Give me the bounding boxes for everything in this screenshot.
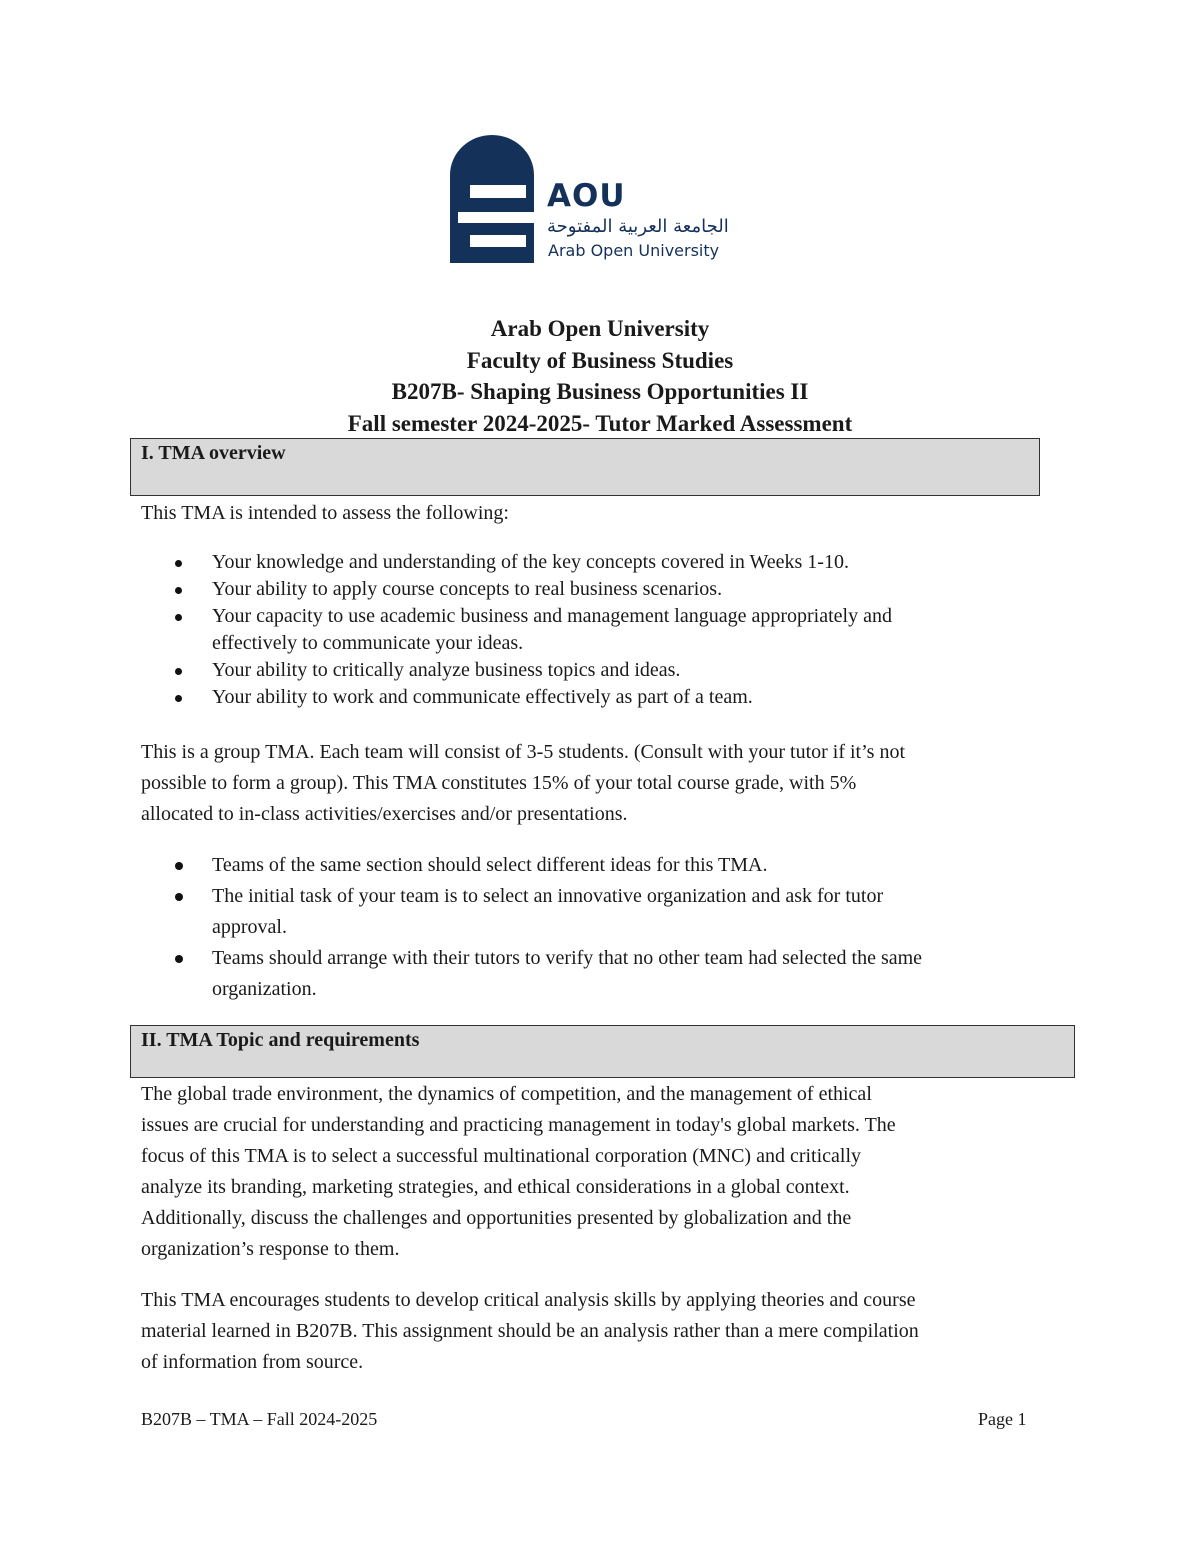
footer-course-label: B207B – TMA – Fall 2024-2025 <box>141 1409 378 1429</box>
list-item-continuation <box>141 974 922 1005</box>
paragraph-line: The global trade environment, the dynamics of competition, and the management of ethical <box>141 1083 872 1105</box>
list-item-text: Your knowledge and understanding of the key concepts covered in Weeks 1-10. <box>212 551 849 573</box>
analysis-paragraph <box>141 1285 919 1378</box>
section-header-overview <box>130 438 1040 496</box>
list-item <box>141 943 922 974</box>
list-item <box>141 684 892 711</box>
list-item-text: approval. <box>212 916 287 938</box>
semester-title: Fall semester 2024-2025- Tutor Marked Assessment <box>347 410 853 436</box>
university-logo <box>450 135 760 265</box>
paragraph-line: of information from source. <box>141 1351 364 1373</box>
paragraph-line: analyze its branding, marketing strategies, and ethical considerations in a global context. <box>141 1176 850 1198</box>
list-item-text: Your ability to critically analyze business topics and ideas. <box>212 659 681 681</box>
topic-paragraph <box>141 1079 896 1265</box>
assessment-bullet-list <box>141 549 892 711</box>
list-item <box>141 576 892 603</box>
university-title: Arab Open University <box>490 316 710 341</box>
paragraph-line: issues are crucial for understanding and practicing management in today's global markets. The <box>141 1114 896 1136</box>
bullet-icon <box>175 668 182 675</box>
list-item-continuation <box>141 912 922 943</box>
overview-intro: This TMA is intended to assess the following: <box>141 502 509 524</box>
list-item-text: Teams should arrange with their tutors to verify that no other team had selected the same <box>212 947 923 969</box>
bullet-icon <box>175 587 182 594</box>
bullet-icon <box>175 614 182 621</box>
group-tma-paragraph <box>141 737 905 830</box>
paragraph-line: Additionally, discuss the challenges and opportunities presented by globalization and the <box>141 1207 852 1229</box>
section-heading: I. TMA overview <box>141 442 286 464</box>
list-item-continuation <box>141 630 892 657</box>
list-item-text: Your capacity to use academic business and management language appropriately and <box>212 605 892 627</box>
team-rules-bullet-list <box>141 850 922 1005</box>
paragraph-line: organization’s response to them. <box>141 1238 400 1260</box>
paragraph-line: material learned in B207B. This assignment should be an analysis rather than a mere compilation <box>141 1320 919 1342</box>
logo-abbreviation: AOU <box>547 178 626 214</box>
bullet-icon <box>175 893 183 901</box>
course-title: B207B- Shaping Business Opportunities II <box>391 379 809 404</box>
paragraph-line: This is a group TMA. Each team will consist of 3-5 students. (Consult with your tutor if it’s not <box>141 741 906 763</box>
paragraph-line: focus of this TMA is to select a successful multinational corporation (MNC) and critically <box>141 1145 862 1167</box>
list-item <box>141 850 922 881</box>
page-number: Page 1 <box>978 1409 1027 1429</box>
title-block <box>0 313 1200 439</box>
bullet-icon <box>175 695 182 702</box>
paragraph-line: This TMA encourages students to develop critical analysis skills by applying theories and course <box>141 1289 916 1311</box>
list-item <box>141 603 892 630</box>
section-header-topic <box>130 1025 1075 1078</box>
list-item <box>141 881 922 912</box>
list-item-text: Your ability to apply course concepts to real business scenarios. <box>212 578 723 600</box>
list-item-text: The initial task of your team is to select an innovative organization and ask for tutor <box>212 885 884 907</box>
faculty-title: Faculty of Business Studies <box>466 347 734 373</box>
logo-english-name: Arab Open University <box>548 241 720 260</box>
bullet-icon <box>175 955 183 963</box>
list-item-text: organization. <box>212 978 317 1000</box>
bullet-icon <box>175 560 182 567</box>
paragraph-line: possible to form a group). This TMA constitutes 15% of your total course grade, with 5% <box>141 772 857 794</box>
arch-logo-icon <box>450 135 540 263</box>
bullet-icon <box>175 862 183 870</box>
list-item-text: Teams of the same section should select different ideas for this TMA. <box>212 854 768 876</box>
list-item-text: effectively to communicate your ideas. <box>212 632 524 654</box>
logo-arabic-name: الجامعة العربية المفتوحة <box>547 216 729 237</box>
paragraph-line: allocated to in-class activities/exercises and/or presentations. <box>141 803 628 825</box>
list-item-text: Your ability to work and communicate effectively as part of a team. <box>212 686 753 708</box>
list-item <box>141 657 892 684</box>
section-heading: II. TMA Topic and requirements <box>141 1029 420 1051</box>
list-item <box>141 549 892 576</box>
